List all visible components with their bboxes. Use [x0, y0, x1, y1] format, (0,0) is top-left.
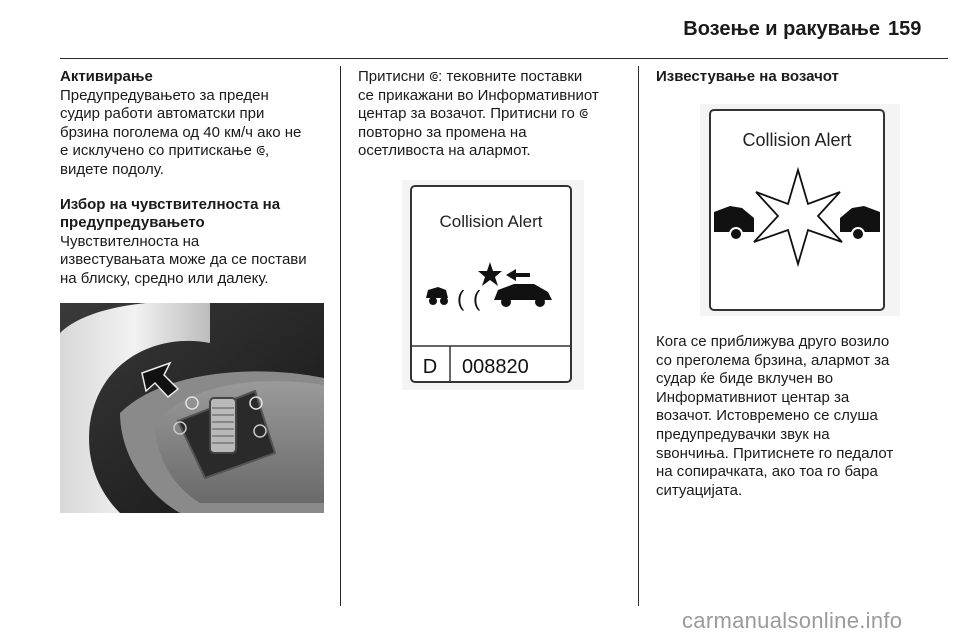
heading-sensitivity: предупредувањето	[60, 214, 205, 232]
steering-wheel-controls-image	[60, 303, 324, 513]
distance-indicator-arc-icon: (	[457, 286, 465, 311]
right-text-line: Кога се приближува друго возило	[656, 333, 890, 350]
display-title: Collision Alert	[439, 212, 543, 231]
column-divider-left	[340, 66, 341, 606]
right-text-line: ситуацијата.	[656, 481, 743, 499]
heading-driver-notification: Известување на возачот	[656, 68, 839, 85]
collision-alert-sensitivity-display	[402, 180, 584, 390]
watermark: carmanualsonline.info	[682, 608, 903, 633]
sensitivity-line: Чувствителноста на	[60, 232, 200, 250]
header-title: Возење и ракување	[683, 18, 880, 40]
right-text-line: возачот. Истовремено се слуша	[656, 407, 878, 425]
right-text-line: со преголема брзина, алармот за	[656, 351, 890, 369]
heading-sensitivity: Избор на чувствителноста на	[60, 195, 281, 213]
page-number: 159	[888, 18, 922, 40]
distance-indicator-arc-icon: (	[473, 286, 481, 311]
activation-line: е исклучено со притискање ⟃,	[60, 142, 270, 160]
display-code-letter: D	[422, 356, 438, 378]
middle-text-line: центар за возачот. Притисни го ⟃	[358, 105, 588, 123]
middle-text-line: осетливоста на алармот.	[358, 142, 531, 160]
right-column-text	[656, 333, 948, 500]
heading-activation: Активирање	[60, 68, 153, 85]
activation-line: видете подолу.	[60, 160, 164, 178]
right-column-heading-block	[656, 68, 946, 87]
display-title: Collision Alert	[742, 130, 852, 150]
display-code-number: 008820	[462, 356, 529, 378]
right-text-line: судар ќе биде вклучен во	[656, 370, 834, 388]
sensitivity-line: известувањата може да се постави	[60, 251, 307, 269]
middle-text-line: се прикажани во Информативниот	[358, 86, 599, 104]
column-divider-right	[638, 66, 639, 606]
left-column	[60, 68, 332, 289]
right-text-line: Информативниот центар за	[656, 388, 850, 406]
header-rule	[60, 58, 948, 59]
middle-column	[358, 68, 630, 161]
right-text-line: ѕвончиња. Притиснете го педалот	[656, 444, 894, 462]
collision-alert-warning-display	[700, 104, 900, 316]
activation-line: судир работи автоматски при	[60, 105, 265, 123]
middle-text-line: Притисни ⟃: тековните поставки	[358, 68, 583, 85]
middle-text-line: повторно за промена на	[358, 123, 527, 141]
activation-line: брзина поголема од 40 км/ч ако не	[60, 123, 302, 141]
activation-line: Предупредувањето за преден	[60, 86, 269, 104]
right-text-line: предупредувачки звук на	[656, 425, 830, 443]
right-text-line: на сопирачката, ако тоа го бара	[656, 463, 878, 481]
sensitivity-line: на блиску, средно или далеку.	[60, 269, 269, 287]
